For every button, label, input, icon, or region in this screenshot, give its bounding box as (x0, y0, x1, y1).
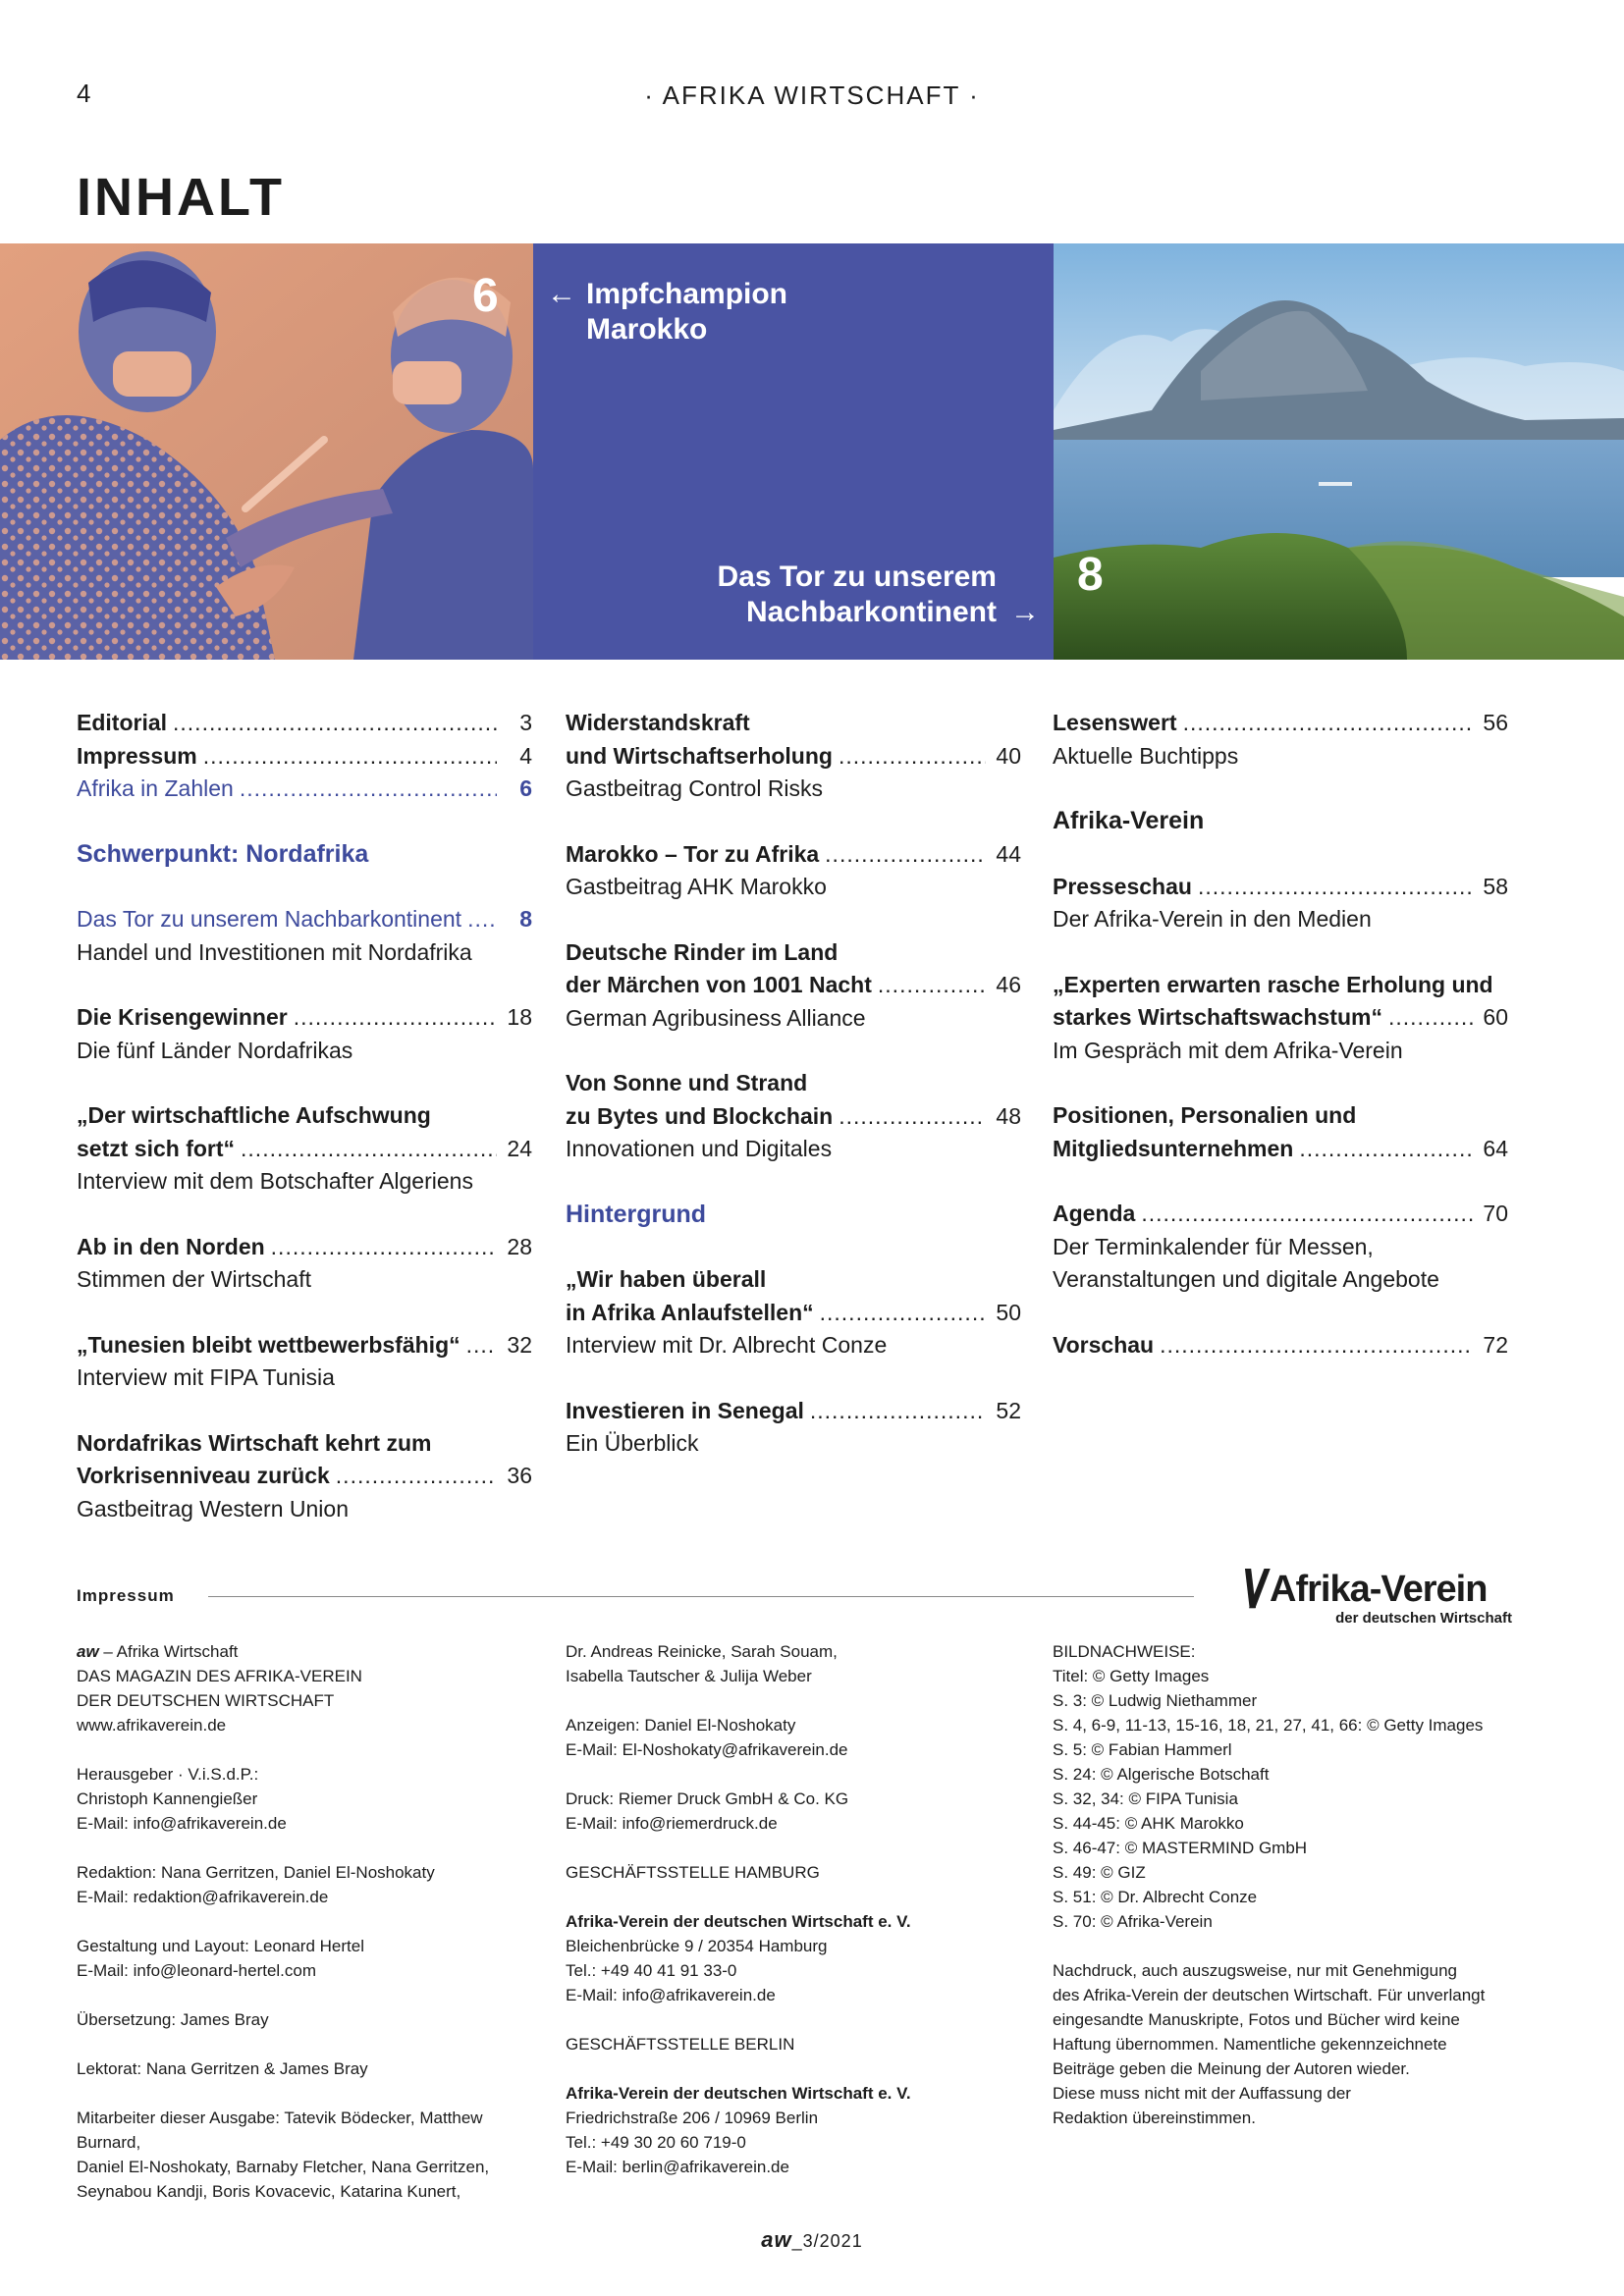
office-phone: Tel.: +49 30 20 60 719-0 (566, 2133, 746, 2152)
editorial-names: Nana Gerritzen, Daniel El-Noshokaty (161, 1863, 435, 1882)
toc-subtitle: Gastbeitrag AHK Marokko (566, 874, 827, 899)
toc-entry-vorschau[interactable] (1053, 1329, 1508, 1362)
toc-title: „Der wirtschaftliche Aufschwung (77, 1102, 431, 1128)
teaser-panel (472, 243, 1054, 660)
toc-page: 72 (1483, 1331, 1508, 1358)
toc-title: Widerstandskraft (566, 710, 750, 735)
toc-page: 24 (507, 1135, 532, 1161)
toc-page: 58 (1483, 873, 1508, 899)
impressum-column-1 (77, 1639, 538, 2228)
dot-leader (203, 740, 497, 774)
publisher-info (77, 1762, 538, 1836)
toc-page: 28 (507, 1233, 532, 1259)
dot-leader (1141, 1198, 1473, 1231)
toc-subtitle: Interview mit dem Botschafter Algeriens (77, 1168, 473, 1194)
teaser-right-number: 8 (1077, 549, 1104, 601)
ads-info (566, 1713, 1027, 1762)
toc-title: Von Sonne und Strand (566, 1070, 808, 1095)
dot-leader (825, 838, 986, 872)
contributors-line: Tatevik Bödecker, Matthew Burnard, (77, 2109, 483, 2152)
proofreading-info (77, 2056, 538, 2081)
toc-title: in Afrika Anlaufstellen“ (566, 1299, 814, 1325)
teaser-left-line1: Impfchampion (586, 278, 788, 310)
toc-title: Agenda (1053, 1201, 1136, 1226)
afrika-verein-logo (1242, 1560, 1512, 1627)
toc-page: 36 (507, 1463, 532, 1488)
toc-page: 44 (996, 840, 1021, 867)
image-credits (1053, 1639, 1514, 1934)
toc-page: 8 (519, 906, 532, 932)
publisher-email[interactable]: E-Mail: info@afrikaverein.de (77, 1814, 287, 1833)
design-email[interactable]: E-Mail: info@leonard-hertel.com (77, 1961, 317, 1980)
dot-leader (839, 740, 986, 774)
toc-entry-rinder[interactable] (566, 936, 1021, 1036)
dot-leader (271, 1231, 497, 1264)
print-label: Druck: (566, 1789, 619, 1808)
aw-logo: aw (761, 2227, 792, 2252)
toc-title: Nordafrikas Wirtschaft kehrt zum (77, 1429, 432, 1456)
translation-name: James Bray (180, 2010, 269, 2029)
toc-subtitle: Die fünf Länder Nordafrikas (77, 1037, 353, 1063)
credit-line: S. 5: © Fabian Hammerl (1053, 1740, 1232, 1759)
toc-title: Ab in den Norden (77, 1233, 265, 1259)
dot-leader (241, 1133, 497, 1166)
publisher-label: Herausgeber · V.i.S.d.P.: (77, 1765, 259, 1784)
toc-title: der Märchen von 1001 Nacht (566, 972, 872, 997)
magazine-info (77, 1639, 538, 1737)
credits-heading: BILDNACHWEISE: (1053, 1642, 1196, 1661)
toc-subtitle: Stimmen der Wirtschaft (77, 1266, 311, 1292)
editorial-email[interactable]: E-Mail: redaktion@afrikaverein.de (77, 1888, 329, 1906)
impressum-column-3 (1053, 1639, 1514, 2155)
toc-entry-marokko[interactable] (566, 838, 1021, 904)
teaser-left-line2: Marokko (586, 313, 708, 346)
contributors-label: Mitarbeiter dieser Ausgabe: (77, 2109, 285, 2127)
toc-title: Presseschau (1053, 873, 1192, 899)
toc-entry-sonne[interactable] (566, 1067, 1021, 1166)
dot-leader (173, 707, 497, 740)
proofreading-names: Nana Gerritzen & James Bray (145, 2059, 368, 2078)
toc-title: und Wirtschaftserholung (566, 742, 833, 769)
teaser-left-link[interactable] (547, 277, 787, 347)
toc-subtitle: German Agribusiness Alliance (566, 1004, 866, 1031)
legal-note (1053, 1958, 1514, 2130)
credit-line: S. 51: © Dr. Albrecht Conze (1053, 1888, 1258, 1906)
impressum-column-2 (566, 1639, 1027, 2204)
credit-line: S. 32, 34: © FIPA Tunisia (1053, 1789, 1238, 1808)
legal-line: eingesandte Manuskripte, Fotos und Bücher wird keine (1053, 2010, 1460, 2029)
vaccination-photo (0, 243, 533, 660)
editorial-label: Redaktion: (77, 1863, 161, 1882)
toc-subtitle: Aktuelle Buchtipps (1053, 742, 1239, 769)
arrow-right-icon: → (1010, 596, 1040, 628)
toc-entry-afrika-in-zahlen[interactable] (77, 773, 532, 806)
toc-page: 6 (519, 775, 532, 801)
toc-title: Investieren in Senegal (566, 1397, 804, 1423)
legal-line: Nachdruck, auch auszugsweise, nur mit Genehmigung (1053, 1961, 1457, 1980)
toc-subtitle: Der Afrika-Verein in den Medien (1053, 906, 1372, 932)
dot-leader (839, 1100, 986, 1134)
dot-leader (240, 773, 497, 806)
toc-subtitle: Interview mit FIPA Tunisia (77, 1364, 335, 1390)
toc-page: 40 (996, 742, 1021, 769)
toc-entry-senegal[interactable] (566, 1395, 1021, 1461)
toc-entry-tunesien[interactable] (77, 1329, 532, 1395)
toc-title: Mitgliedsunternehmen (1053, 1135, 1294, 1161)
arrow-left-icon: ← (547, 278, 576, 310)
toc-entry-aufschwung[interactable] (77, 1099, 532, 1199)
ads-label: Anzeigen: (566, 1716, 645, 1735)
legal-line: Diese muss nicht mit der Auffassung der (1053, 2084, 1351, 2103)
contributors-line: Daniel El-Noshokaty, Barnaby Fletcher, Nana Gerritzen, (77, 2158, 490, 2176)
office-hamburg (566, 1909, 1027, 2007)
toc-title: Vorschau (1053, 1331, 1155, 1358)
toc-page: 4 (519, 742, 532, 769)
print-name: Riemer Druck GmbH & Co. KG (618, 1789, 849, 1808)
toc-title: „Wir haben überall (566, 1266, 767, 1292)
impressum-label: Impressum (77, 1586, 175, 1605)
contributors-info (77, 2106, 538, 2204)
dot-leader (1183, 707, 1473, 740)
office-berlin-heading: GESCHÄFTSSTELLE BERLIN (566, 2035, 795, 2054)
toc-title: Das Tor zu unserem Nachbarkontinent (77, 906, 462, 932)
credit-line: S. 46-47: © MASTERMIND GmbH (1053, 1839, 1308, 1857)
aw-logo: aw (77, 1642, 99, 1661)
dot-leader (1299, 1133, 1473, 1166)
toc-page: 64 (1483, 1135, 1508, 1161)
toc-page: 18 (507, 1004, 532, 1030)
toc-subtitle: Gastbeitrag Western Union (77, 1495, 349, 1522)
dot-leader (294, 1001, 497, 1035)
toc-title: Afrika in Zahlen (77, 775, 234, 801)
dot-leader (1388, 1001, 1473, 1035)
translation-info (77, 2007, 538, 2032)
toc-page: 60 (1483, 1004, 1508, 1030)
proofreading-label: Lektorat: (77, 2059, 146, 2078)
toc-title: Positionen, Personalien und (1053, 1102, 1357, 1128)
toc-subtitle: Handel und Investitionen mit Nordafrika (77, 938, 472, 965)
teaser-left-number: 6 (472, 270, 499, 322)
dot-leader (467, 903, 497, 936)
toc-entry-norden[interactable] (77, 1231, 532, 1297)
divider (208, 1596, 1194, 1597)
toc-entry-krisengewinner[interactable] (77, 1001, 532, 1067)
section-heading-hintergrund: Hintergrund (566, 1200, 707, 1228)
toc-entry-editorial[interactable] (77, 707, 532, 740)
toc-title: Lesenswert (1053, 710, 1177, 735)
office-email[interactable]: E-Mail: info@afrikaverein.de (566, 1986, 776, 2004)
toc-subtitle: Ein Überblick (566, 1430, 699, 1456)
dot-leader (466, 1329, 497, 1362)
dot-leader (336, 1460, 497, 1493)
contributors-line: Dr. Andreas Reinicke, Sarah Souam, (566, 1642, 838, 1661)
strait-photo (1054, 243, 1624, 660)
design-info (77, 1934, 538, 1983)
logo-mark-icon: \/ (1242, 1560, 1261, 1619)
credit-line: Titel: © Getty Images (1053, 1667, 1210, 1685)
editorial-info (77, 1860, 538, 1909)
toc-title: Editorial (77, 710, 168, 735)
toc-title: setzt sich fort“ (77, 1135, 236, 1161)
publisher-name: Christoph Kannengießer (77, 1789, 258, 1808)
toc-subtitle: Im Gespräch mit dem Afrika-Verein (1053, 1037, 1403, 1063)
credit-line: S. 70: © Afrika-Verein (1053, 1912, 1213, 1931)
magazine-website[interactable]: www.afrikaverein.de (77, 1716, 227, 1735)
dot-leader (820, 1297, 986, 1330)
toc-entry-positionen[interactable] (1053, 1099, 1508, 1165)
toc-subtitle: Der Terminkalender für Messen, (1053, 1233, 1374, 1259)
section-heading-afrika-verein: Afrika-Verein (1053, 807, 1205, 834)
toc-entry-agenda[interactable] (1053, 1198, 1508, 1297)
toc-entry-widerstandskraft[interactable] (566, 707, 1021, 806)
page-number: 4 (77, 79, 91, 108)
dot-leader (878, 969, 986, 1002)
toc-page: 56 (1483, 710, 1508, 735)
legal-line: des Afrika-Verein der deutschen Wirtschaft. Für unverlangt (1053, 1986, 1486, 2004)
toc-entry-tor[interactable] (77, 903, 532, 969)
toc-subtitle: Innovationen und Digitales (566, 1136, 833, 1161)
issue-footer (0, 2227, 1624, 2253)
toc-title: zu Bytes und Blockchain (566, 1102, 834, 1129)
logo-subline: der deutschen Wirtschaft (1335, 1610, 1512, 1627)
office-berlin (566, 2081, 1027, 2179)
teaser-right-line2: Nachbarkontinent (745, 596, 997, 628)
contributors-line: Isabella Tautscher & Julija Weber (566, 1667, 812, 1685)
toc-column-1 (77, 707, 532, 1558)
toc-column-2 (566, 707, 1021, 1493)
toc-title: Marokko – Tor zu Afrika (566, 840, 820, 867)
toc-title: Deutsche Rinder im Land (566, 938, 839, 965)
ads-email[interactable]: E-Mail: El-Noshokaty@afrikaverein.de (566, 1740, 848, 1759)
toc-page: 3 (519, 710, 532, 735)
credit-line: S. 3: © Ludwig Niethammer (1053, 1691, 1258, 1710)
toc-entry-experten[interactable] (1053, 969, 1508, 1068)
legal-line: Redaktion übereinstimmen. (1053, 2109, 1256, 2127)
section-heading-schwerpunkt: Schwerpunkt: Nordafrika (77, 839, 369, 868)
toc-subtitle: Interview mit Dr. Albrecht Conze (566, 1332, 888, 1358)
toc-entry-lesenswert[interactable] (1053, 707, 1508, 773)
office-org: Afrika-Verein der deutschen Wirtschaft e. V. (566, 2084, 911, 2103)
dot-leader (1160, 1329, 1473, 1362)
print-info (566, 1787, 1027, 1836)
toc-column-3 (1053, 707, 1508, 1394)
logo-name: Afrika-Verein (1270, 1568, 1488, 1610)
toc-title: Impressum (77, 742, 197, 769)
translation-label: Übersetzung: (77, 2010, 181, 2029)
toc-title: starkes Wirtschaftswachstum“ (1053, 1004, 1382, 1030)
office-phone: Tel.: +49 40 41 91 33-0 (566, 1961, 737, 1980)
legal-line: Beiträge geben die Meinung der Autoren wieder. (1053, 2059, 1410, 2078)
toc-page: 50 (996, 1299, 1021, 1325)
toc-page: 70 (1483, 1201, 1508, 1226)
toc-title: „Tunesien bleibt wettbewerbsfähig“ (77, 1331, 460, 1358)
toc-title: Die Krisengewinner (77, 1004, 288, 1030)
toc-subtitle: Veranstaltungen und digitale Angebote (1053, 1266, 1439, 1292)
toc-page: 32 (507, 1331, 532, 1358)
toc-entry-nordafrikas[interactable] (77, 1427, 532, 1526)
magazine-line: DER DEUTSCHEN WIRTSCHAFT (77, 1691, 335, 1710)
toc-subtitle: Gastbeitrag Control Risks (566, 775, 824, 801)
dot-leader (810, 1395, 986, 1428)
credit-line: S. 44-45: © AHK Marokko (1053, 1814, 1244, 1833)
toc-page: 46 (996, 972, 1021, 997)
office-address: Bleichenbrücke 9 / 20354 Hamburg (566, 1937, 828, 1955)
contributors-line: Seynabou Kandji, Boris Kovacevic, Katarina Kunert, (77, 2182, 461, 2201)
credit-line: S. 24: © Algerische Botschaft (1053, 1765, 1270, 1784)
toc-title: Vorkrisenniveau zurück (77, 1463, 330, 1488)
toc-page: 52 (996, 1397, 1021, 1423)
issue-number: _3/2021 (791, 2231, 863, 2251)
toc-page: 48 (996, 1102, 1021, 1129)
contributors-continued (566, 1639, 1027, 1688)
toc-entry-impressum[interactable] (77, 740, 532, 774)
teaser-right-line1: Das Tor zu unserem (717, 561, 997, 593)
design-name: Leonard Hertel (253, 1937, 364, 1955)
design-label: Gestaltung und Layout: (77, 1937, 254, 1955)
office-address: Friedrichstraße 206 / 10969 Berlin (566, 2109, 819, 2127)
page-title: INHALT (77, 168, 285, 227)
dot-leader (1198, 871, 1473, 904)
legal-line: Haftung übernommen. Namentliche gekennzeichnete (1053, 2035, 1447, 2054)
credit-line: S. 4, 6-9, 11-13, 15-16, 18, 21, 27, 41, 66: © Getty Images (1053, 1716, 1484, 1735)
teaser-right-link[interactable] (717, 560, 1040, 630)
magazine-name: – Afrika Wirtschaft (98, 1642, 239, 1661)
toc-entry-ueberall[interactable] (566, 1263, 1021, 1362)
ads-name: Daniel El-Noshokaty (644, 1716, 796, 1735)
office-org: Afrika-Verein der deutschen Wirtschaft e. V. (566, 1912, 911, 1931)
magazine-header: · AFRIKA WIRTSCHAFT · (644, 80, 980, 110)
office-email[interactable]: E-Mail: berlin@afrikaverein.de (566, 2158, 789, 2176)
toc-entry-presseschau[interactable] (1053, 871, 1508, 936)
magazine-line: DAS MAGAZIN DES AFRIKA-VEREIN (77, 1667, 362, 1685)
credit-line: S. 49: © GIZ (1053, 1863, 1146, 1882)
office-hamburg-heading: GESCHÄFTSSTELLE HAMBURG (566, 1863, 820, 1882)
print-email[interactable]: E-Mail: info@riemerdruck.de (566, 1814, 778, 1833)
toc-title: „Experten erwarten rasche Erholung und (1053, 971, 1493, 997)
